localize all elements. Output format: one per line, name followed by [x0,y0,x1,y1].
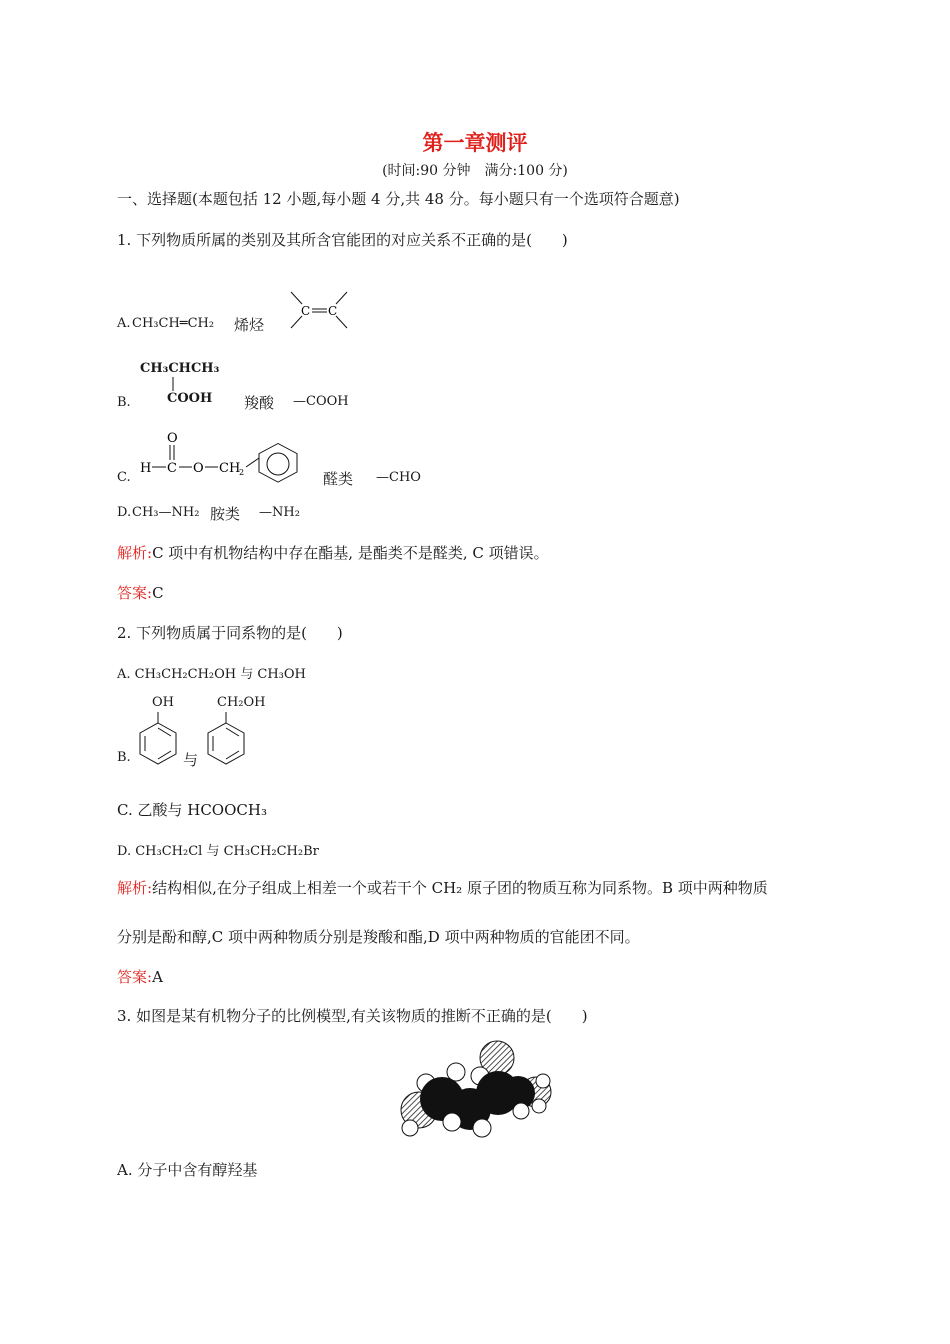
q1-option-d-class: 胺类 [210,505,241,523]
q1-option-a-class: 烯烃 [234,316,265,334]
q2-option-a: A. CH₃CH₂CH₂OH 与 CH₃OH [117,667,306,682]
q2-option-c: C. 乙酸与 HCOOCH₃ [117,801,267,819]
q1-option-a-label: A. [117,316,131,331]
benzyl-formate-structure [138,428,303,486]
svg-text:H: H [140,461,152,476]
q2-option-b-and: 与 [183,751,199,769]
q1-option-b-bond [171,377,175,391]
analysis-text-line1: 结构相似,在分子组成上相差一个或若干个 CH₂ 原子团的物质互称为同系物。B 项中两种物质 [152,879,768,897]
benzyl-alcohol-ch2oh-label: CH₂OH [217,695,266,710]
q1-option-b-group: —COOH [293,394,349,409]
space-filling-molecule-model [398,1038,556,1138]
benzyl-alcohol-ring-structure [205,710,247,766]
q2-option-b-label: B. [117,750,131,765]
answer-value: C [152,584,164,602]
svg-text:C: C [301,304,311,318]
svg-text:O: O [167,431,178,446]
q2-answer [117,966,163,987]
svg-text:2: 2 [239,468,245,477]
q3-option-a: A. 分子中含有醇羟基 [117,1161,258,1179]
alkene-functional-group-structure [288,290,350,330]
q1-answer [117,582,164,603]
phenol-ring-structure [137,710,179,766]
phenol-oh-label: OH [152,695,174,710]
q1-option-b-formula-top: CH₃CHCH₃ [140,361,220,376]
answer-label: 答案: [117,584,153,602]
q2-analysis [117,877,768,898]
q2-option-d: D. CH₃CH₂Cl 与 CH₃CH₂CH₂Br [117,844,319,859]
answer-label: 答案: [117,968,153,986]
analysis-text: C 项中有机物结构中存在酯基, 是酯类不是醛类, C 项错误。 [152,544,549,562]
q1-option-d-label: D. [117,505,132,520]
page-title: 第一章测评 [422,130,528,155]
analysis-label: 解析: [117,879,153,897]
q1-option-c-class: 醛类 [323,470,354,488]
exam-info: (时间:90 分钟 满分:100 分) [382,163,568,179]
q1-option-b-class: 羧酸 [244,394,275,412]
question-1-stem: 1. 下列物质所属的类别及其所含官能团的对应关系不正确的是( ) [117,231,568,249]
q1-option-c-label: C. [117,470,131,485]
q1-option-b-formula-bottom: COOH [167,391,213,406]
q1-option-d-formula: CH₃—NH₂ [132,505,200,520]
q1-option-a-formula: CH₃CH═CH₂ [132,316,215,331]
question-2-stem: 2. 下列物质属于同系物的是( ) [117,624,343,642]
q1-option-c-group: —CHO [376,470,421,485]
question-3-stem: 3. 如图是某有机物分子的比例模型,有关该物质的推断不正确的是( ) [117,1007,588,1025]
answer-value: A [152,968,163,986]
svg-text:O: O [193,461,204,476]
q1-option-d-group: —NH₂ [259,505,300,520]
q1-analysis [117,542,549,563]
q2-analysis-line2: 分别是酚和醇,C 项中两种物质分别是羧酸和酯,D 项中两种物质的官能团不同。 [117,928,640,946]
section-heading: 一、选择题(本题包括 12 小题,每小题 4 分,共 48 分。每小题只有一个选项符合题意) [117,190,680,208]
svg-text:CH: CH [219,461,241,476]
q1-option-b-label: B. [117,395,131,410]
svg-text:C: C [328,304,338,318]
analysis-label: 解析: [117,544,153,562]
svg-text:C: C [167,461,177,476]
